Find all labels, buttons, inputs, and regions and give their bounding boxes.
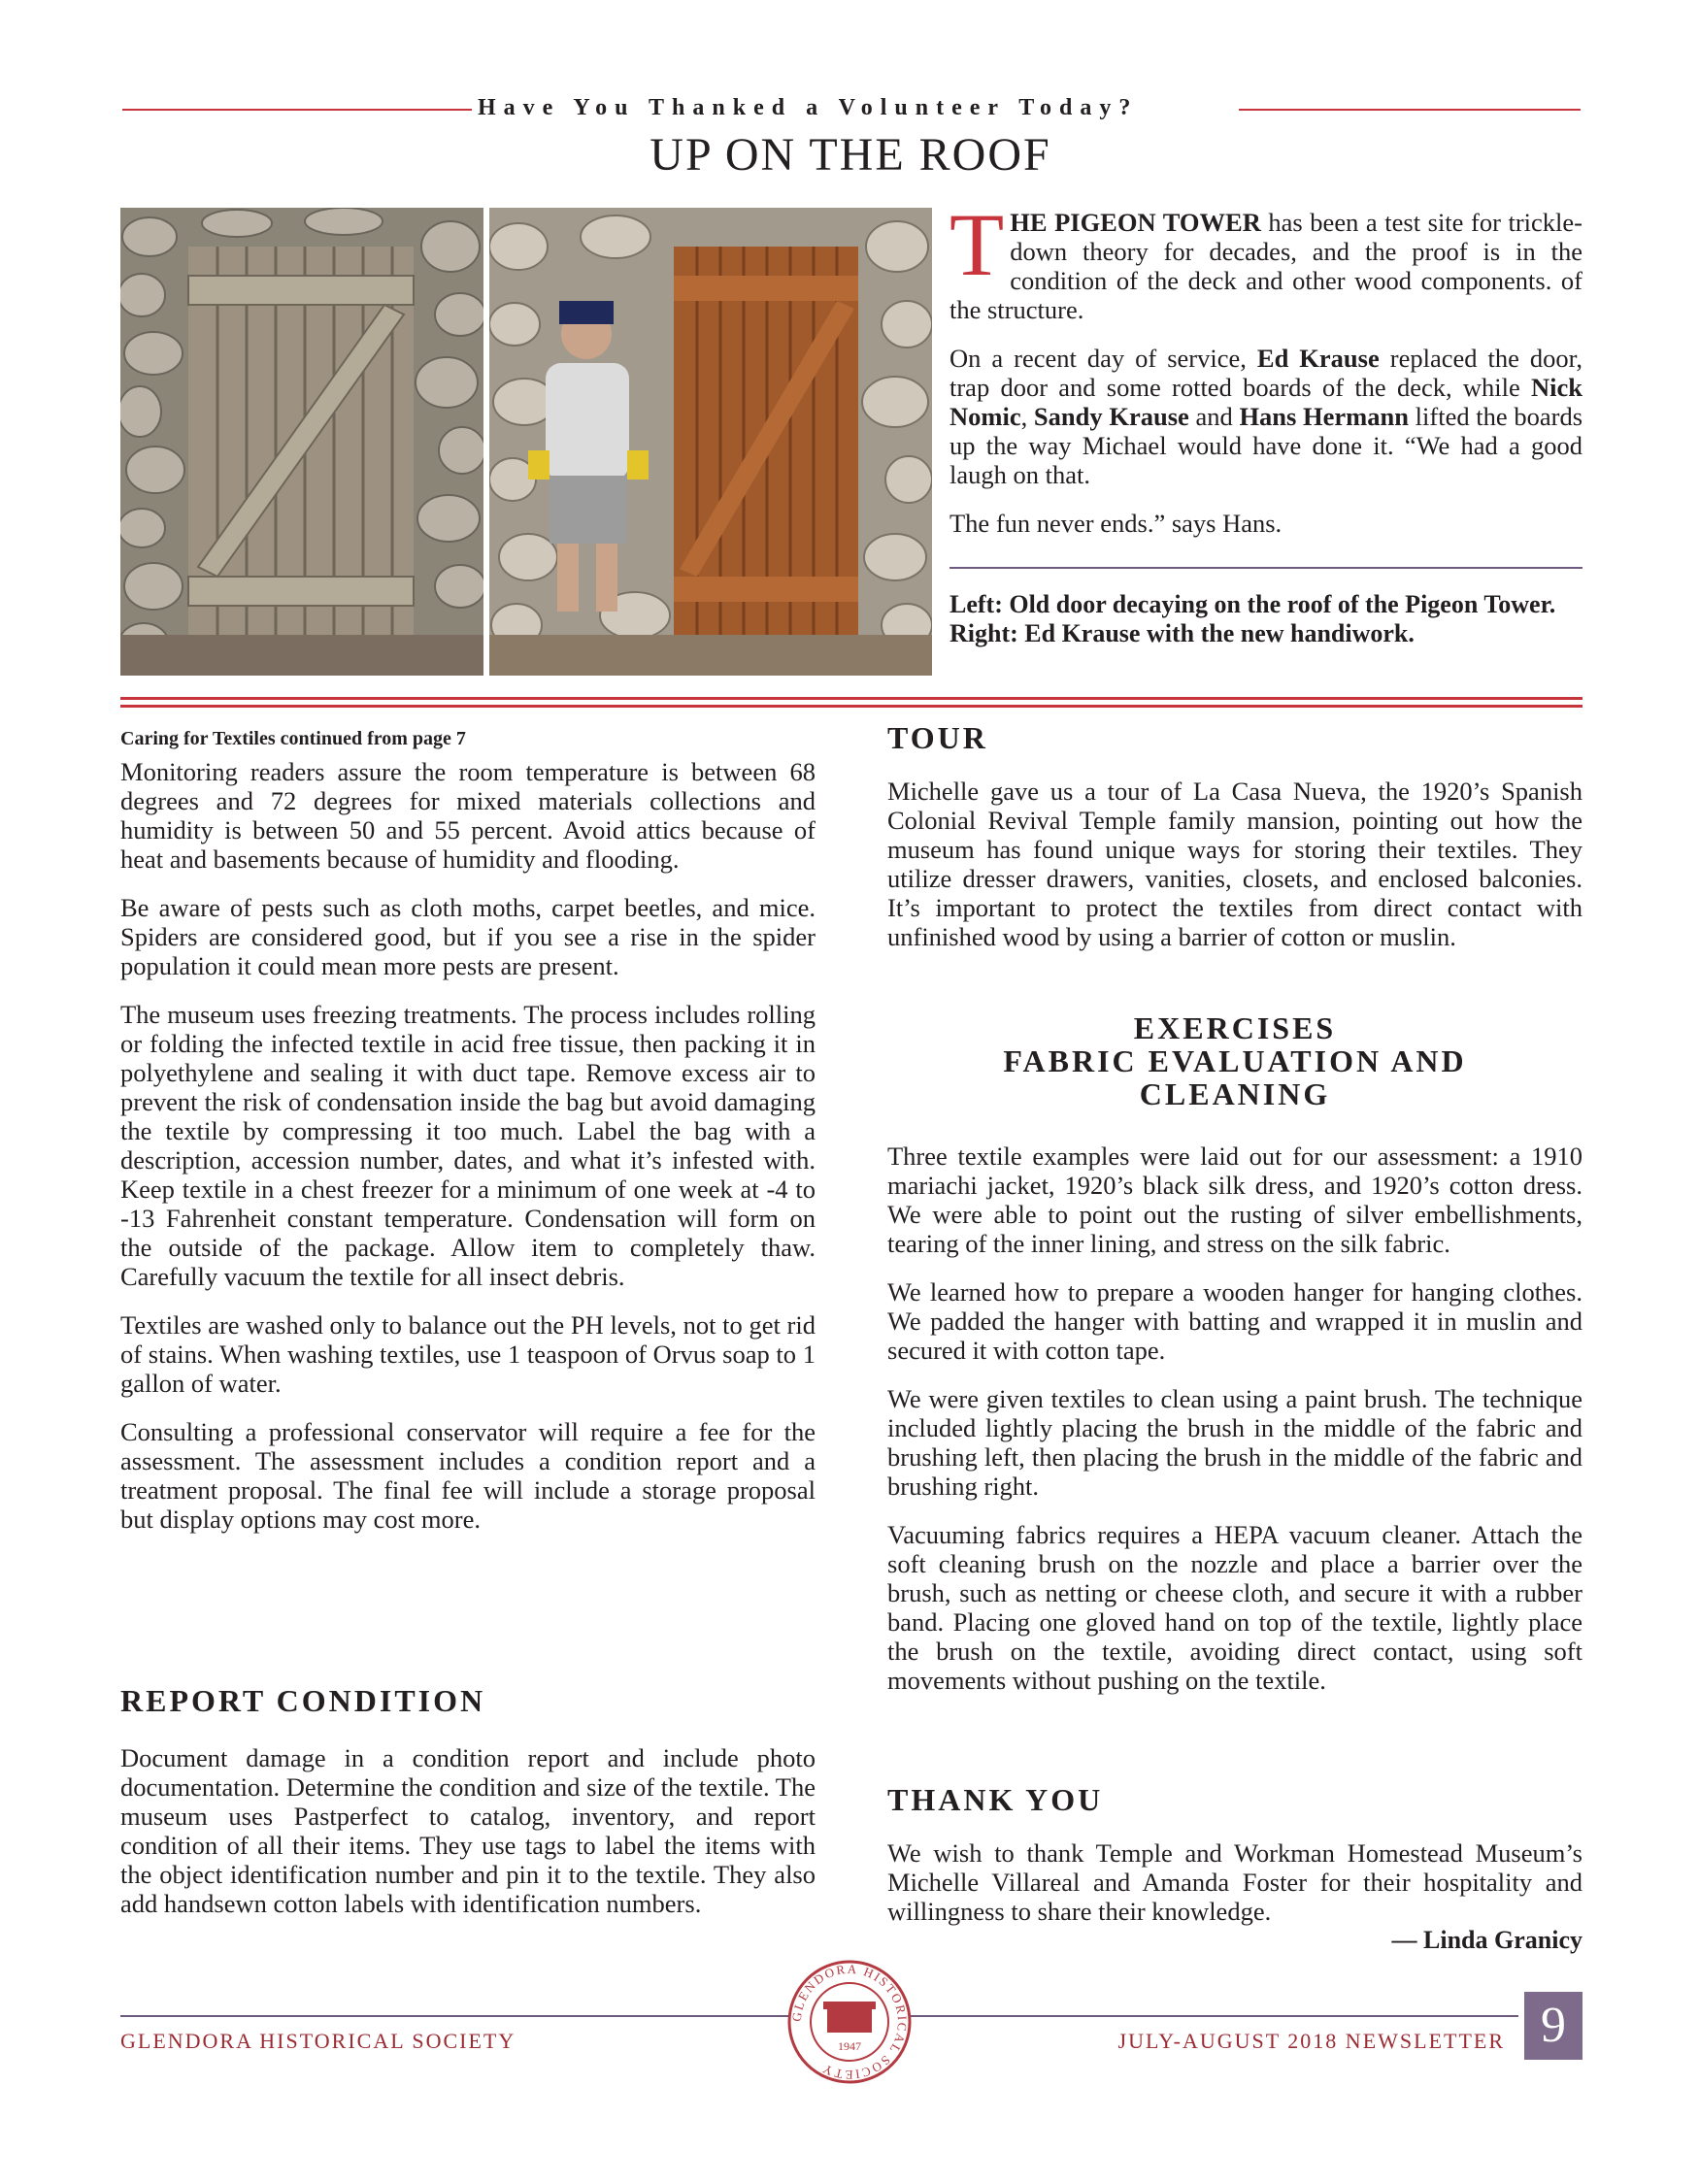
caption-line-2: Right: Ed Krause with the new handiwork. (949, 619, 1415, 647)
caption-line-1: Left: Old door decaying on the roof of the Pigeon Tower. (949, 590, 1556, 618)
pigeon-p1-text: has been a test site for trickle-down theory for decades, and the proof is in the condition of the deck and other wood components. of the structure. (949, 208, 1582, 324)
report-condition-text (120, 1743, 816, 1937)
footer-issue: JULY-AUGUST 2018 NEWSLETTER (1117, 2029, 1505, 2053)
p2-part-b: replaced the door, trap door and some rotted boards of the deck, while (949, 344, 1583, 402)
exercise-paragraph: We were given textiles to clean using a paint brush. The technique included lightly placing the brush in the middle of the fabric and brushing left, then placing the brush in the middle of the fabric and brushing right. (887, 1384, 1582, 1501)
photo-new-door (489, 208, 932, 676)
exercise-paragraph: Three textile examples were laid out for our assessment: a 1910 mariachi jacket, 1920’s black silk dress, and 1920’s cotton dress. We were able to point out the rusting of silver embellishments, tearing of the inner lining, and stress on the silk fabric. (887, 1142, 1582, 1258)
exercise-paragraph: We learned how to prepare a wooden hanger for hanging clothes. We padded the hanger with batting and wrapped it in muslin and secured it with cotton tape. (887, 1277, 1582, 1365)
caption-rule (949, 567, 1582, 569)
pigeon-article (949, 195, 1583, 557)
tour-heading: TOUR (887, 720, 988, 755)
thank-you-text (887, 1838, 1582, 1926)
author-signature: — Linda Granicy (1391, 1926, 1582, 1954)
p2-part-e: lifted the boards up the way Michael would have done it. “We had a good laugh on that. (949, 402, 1583, 489)
left-paragraph: Be aware of pests such as cloth moths, carpet beetles, and mice. Spiders are considered good, but if you see a rise in the spider population it could mean more pests are present. (120, 893, 816, 980)
report-paragraph: Document damage in a condition report and include photo documentation. Determine the condition and size of the textile. The museum uses Pastperfect to catalog, inventory, and report condition of all their items. They use tags to label the items with the object identification number and pin it to the textile. They also add handsewn cotton labels with identification numbers. (120, 1743, 816, 1918)
section-divider-bottom (120, 705, 1582, 708)
left-paragraph: The museum uses freezing treatments. The process includes rolling or folding the infected textile in acid free tissue, then packing it in polyethylene and sealing it with duct tape. Remove excess air to prevent the risk of condensation inside the bag but avoid damaging the textile by compressing it too much. Label the bag with a description, accession number, dates, and what it’s infested with. Keep textile in a chest freezer for a minimum of one week at -4 to -13 Fahrenheit constant temperature. Condensation will form on the outside of the package. Allow item to completely thaw. Carefully vacuum the textile for all insect debris. (120, 1000, 816, 1291)
photo-old-door (120, 208, 483, 676)
exercises-text (887, 1142, 1582, 1714)
exercise-paragraph: Vacuuming fabrics requires a HEPA vacuum cleaner. Attach the soft cleaning brush on the nozzle and place a barrier over the brush, such as netting or cheese cloth, and secure it with a rubber band. Placing one gloved hand on top of the textile, lightly place the brush on the textile, avoiding direct contact, using soft movements without pushing on the textile. (887, 1520, 1582, 1695)
continued-note: Caring for Textiles continued from page 7 (120, 728, 466, 749)
drop-cap: T (949, 195, 1005, 294)
report-condition-heading: REPORT CONDITION (120, 1683, 486, 1718)
volunteer-name: Hans Hermann (1239, 402, 1409, 431)
footer-rule-left (120, 2015, 794, 2017)
exercises-heading-line-1: EXERCISES (1133, 1010, 1337, 1045)
page-title: UP ON THE ROOF (650, 129, 1051, 181)
kicker-rule-left (122, 109, 472, 111)
section-divider-top (120, 697, 1582, 700)
left-paragraph: Monitoring readers assure the room temperature is between 68 degrees and 72 degrees for mixed materials collections and humidity is between 50 and 55 percent. Avoid attics because of heat and basements because of humidity and flooding. (120, 757, 816, 874)
seal-year: 1947 (838, 2039, 861, 2053)
volunteer-name: Sandy Krause (1033, 402, 1189, 431)
volunteer-name: Nick Nomic (949, 373, 1582, 431)
tour-text (887, 777, 1582, 971)
pigeon-paragraph-2 (949, 344, 1582, 489)
thank-you-paragraph: We wish to thank Temple and Workman Homestead Museum’s Michelle Villareal and Amanda Foster for their hospitality and willingness to share their knowledge. (887, 1838, 1582, 1926)
photo-caption (949, 590, 1582, 648)
kicker-rule-right (1239, 109, 1581, 111)
left-column-text (120, 757, 816, 1553)
exercises-heading-line-2: FABRIC EVALUATION AND (1003, 1043, 1467, 1078)
footer-society-name: GLENDORA HISTORICAL SOCIETY (120, 2029, 516, 2053)
volunteer-name: Ed Krause (1256, 344, 1380, 373)
page-number: 9 (1524, 1992, 1582, 2060)
society-seal (786, 1959, 913, 2085)
p2-part-c: , (1020, 402, 1034, 431)
footer-rule-right (907, 2015, 1518, 2017)
new-door-illustration (489, 208, 932, 676)
seal-text: GLENDORA HISTORICAL SOCIETY (788, 1961, 911, 2083)
p2-part-a: On a recent day of service, (949, 344, 1257, 373)
p2-part-d: and (1188, 402, 1240, 431)
left-paragraph: Textiles are washed only to balance out the PH levels, not to get rid of stains. When washing textiles, use 1 teaspoon of Orvus soap to 1 gallon of water. (120, 1310, 816, 1398)
pigeon-paragraph-3: The fun never ends.” says Hans. (949, 509, 1283, 538)
exercises-heading-line-3: CLEANING (1139, 1076, 1331, 1111)
seal-icon (786, 1959, 913, 2085)
exercises-heading (887, 1011, 1582, 1110)
thank-you-heading: THANK YOU (887, 1782, 1104, 1817)
kicker-text: Have You Thanked a Volunteer Today? (478, 95, 1139, 120)
old-door-illustration (120, 208, 483, 676)
left-paragraph: Consulting a professional conservator will require a fee for the assessment. The assessment includes a condition report and a treatment proposal. The final fee will include a storage proposal but display options may cost more. (120, 1417, 816, 1534)
tour-paragraph: Michelle gave us a tour of La Casa Nueva, the 1920’s Spanish Colonial Revival Temple family mansion, pointing out how the museum has found unique ways for storing their textiles. They utilize dresser drawers, vanities, closets, and enclosed balconies. It’s important to protect the textiles from direct contact with unfinished wood by using a barrier of cotton or muslin. (887, 777, 1582, 951)
pigeon-lead: HE PIGEON TOWER (1010, 208, 1261, 237)
pigeon-paragraph-1 (949, 195, 1582, 324)
